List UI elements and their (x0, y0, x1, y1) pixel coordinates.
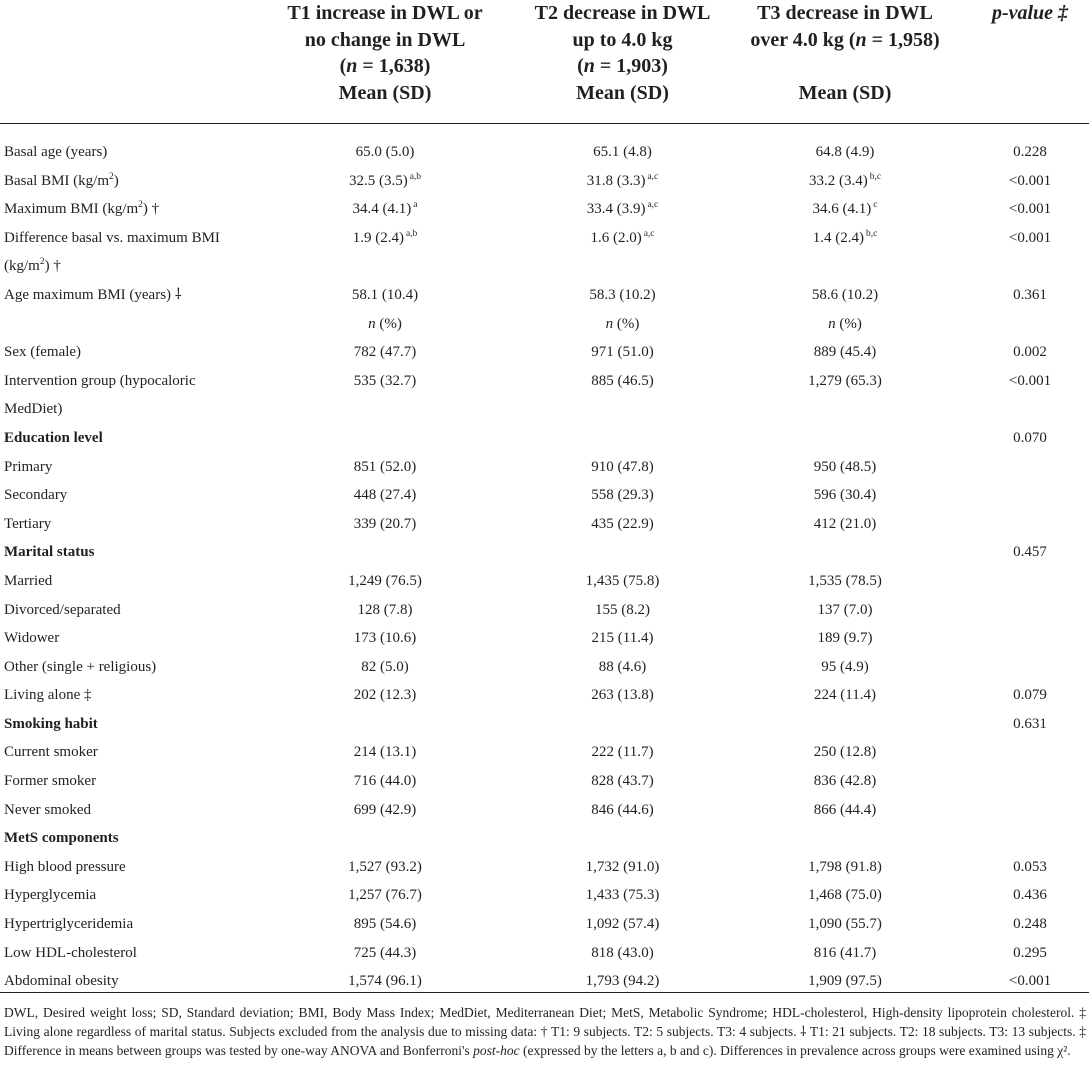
cell-t1 (300, 338, 470, 367)
cell-value: 0.070 (1013, 429, 1047, 446)
table-row (0, 567, 1089, 596)
cell-p (985, 538, 1075, 567)
table-row (0, 910, 1089, 939)
cell-t2 (535, 624, 710, 653)
row-label: Never smoked (4, 801, 92, 818)
cell-value: 31.8 (3.3) (586, 172, 646, 189)
row-label: Other (single + religious) (4, 658, 157, 675)
row-label: High blood pressure (4, 858, 126, 875)
table-row (0, 624, 1089, 653)
cell-t1 (300, 653, 470, 682)
cell-value: 851 (52.0) (353, 458, 417, 475)
footnote-part1: DWL, Desired weight loss; SD, Standard deviation; BMI, Body Mass Index; MedDiet, Mediterranean Diet; MetS, Metabolic Syndrome; HDL-cholesterol, High-density lipoprotein cholesterol. ‡ Living alone regardless of marital status. Subjects excluded from the analysis due to missing data: † T1: 9 subjects. T2: 5 subjects. T3: 4 subjects. ⸸ T1: 21 subjects. T2: 18 subjects. T3: 13 subjects. ‡ Difference in means between groups was tested by one-way ANOVA and Bonferroni's (4, 1005, 1086, 1058)
cell-t2 (535, 853, 710, 882)
header-t2-line: Mean (SD) (576, 81, 669, 104)
cell-value: 137 (7.0) (817, 601, 873, 618)
cell-value: 0.295 (1013, 944, 1047, 961)
cell-p (985, 138, 1075, 167)
cell-t1 (300, 167, 470, 198)
cell-value: 58.3 (10.2) (589, 286, 656, 303)
table-body (0, 138, 1089, 996)
cell-value: 910 (47.8) (591, 458, 654, 475)
cell-t3 (755, 510, 935, 539)
cell-superscript: a,c (647, 171, 659, 182)
cell-value: 971 (51.0) (591, 344, 654, 361)
cell-value: 64.8 (4.9) (815, 144, 875, 160)
cell-value: 33.4 (3.9) (586, 201, 646, 218)
cell-t1 (300, 910, 470, 939)
cell-t2 (535, 596, 710, 625)
header-t3 (735, 0, 955, 106)
cell-t3 (755, 596, 935, 625)
cell-t3 (755, 881, 935, 910)
cell-t2 (535, 453, 710, 482)
row-label: Primary (4, 458, 53, 475)
cell-value: 846 (44.6) (591, 801, 654, 818)
table-row (0, 224, 1089, 281)
cell-t2 (535, 224, 710, 255)
cell-value: 0.436 (1013, 887, 1047, 904)
cell-value: 1,527 (93.2) (348, 858, 422, 875)
cell-t1 (300, 853, 470, 882)
cell-value: 1,574 (96.1) (348, 973, 422, 990)
header-t1-line: T1 increase in DWL or (287, 2, 483, 24)
cell-value: 1,279 (65.3) (808, 372, 882, 389)
cell-value: 0.228 (1013, 144, 1047, 160)
cell-value: 82 (5.0) (361, 658, 409, 675)
cell-value: 828 (43.7) (591, 773, 654, 790)
cell-t1 (300, 510, 470, 539)
row-label: Married (4, 572, 53, 589)
cell-p (985, 939, 1075, 968)
cell-value: 1,468 (75.0) (808, 887, 882, 904)
header-t3-line (735, 53, 955, 80)
cell-value: 535 (32.7) (353, 372, 417, 389)
cell-value: 263 (13.8) (591, 687, 654, 704)
cell-t3 (755, 853, 935, 882)
cell-value: 65.1 (4.8) (593, 144, 652, 160)
table-header (0, 0, 1089, 123)
cell-value: 1,092 (57.4) (585, 916, 660, 933)
cell-value: 1.9 (2.4) (352, 229, 404, 246)
cell-t1 (300, 767, 470, 796)
cell-value: 1,732 (91.0) (585, 858, 660, 875)
cell-value: 0.079 (1013, 687, 1047, 704)
cell-t3 (755, 167, 935, 198)
cell-value: <0.001 (1008, 172, 1052, 189)
cell-value: 0.631 (1013, 715, 1047, 732)
header-t3-line: T3 decrease in DWL (757, 2, 933, 24)
header-t1 (280, 0, 490, 106)
row-label: Divorced/separated (4, 601, 121, 618)
cell-t1 (300, 224, 470, 255)
row-label: Current smoker (4, 744, 98, 761)
cell-t3 (755, 567, 935, 596)
cell-value: 224 (11.4) (814, 687, 876, 704)
cell-t1 (300, 796, 470, 825)
cell-t1 (300, 681, 470, 710)
cell-value: 1,909 (97.5) (808, 973, 882, 990)
header-t2-line: (n = 1,903) (577, 55, 668, 77)
cell-value: 435 (22.9) (591, 515, 654, 532)
row-label: Abdominal obesity (4, 973, 119, 990)
cell-superscript: b,c (869, 171, 882, 182)
cell-t3 (755, 195, 935, 226)
header-rule (0, 123, 1089, 124)
footnote-italic: post-hoc (473, 1043, 520, 1058)
cell-p (985, 910, 1075, 939)
row-label: Tertiary (4, 515, 52, 532)
cell-t1 (300, 596, 470, 625)
table-row (0, 853, 1089, 882)
cell-p (985, 338, 1075, 367)
cell-value: 65.0 (5.0) (355, 144, 415, 160)
cell-t3 (755, 910, 935, 939)
section-row (0, 538, 1089, 567)
cell-t1 (300, 367, 470, 396)
cell-value: 250 (12.8) (813, 744, 877, 761)
cell-t3 (755, 481, 935, 510)
table-row (0, 481, 1089, 510)
cell-value: 716 (44.0) (353, 773, 417, 790)
table-row (0, 167, 1089, 196)
cell-value: 33.2 (3.4) (808, 172, 868, 189)
cell-value: 214 (13.1) (353, 744, 417, 761)
cell-t3 (755, 624, 935, 653)
cell-value: 1,793 (94.2) (585, 973, 660, 990)
cell-value: 173 (10.6) (353, 630, 417, 647)
table-row (0, 681, 1089, 710)
row-label: Maximum BMI $(kg/m^2)$ † (4, 200, 160, 218)
row-label: Intervention group (hypocaloric MedDiet) (4, 372, 196, 418)
footnote-part2: (expressed by the letters a, b and c). Differences in prevalence across groups were examined using χ². (519, 1043, 1071, 1058)
cell-value: 596 (30.4) (813, 487, 877, 504)
cell-value: 448 (27.4) (353, 487, 417, 504)
cell-t3 (755, 310, 935, 339)
cell-t3 (755, 767, 935, 796)
table-row (0, 767, 1089, 796)
cell-t2 (535, 195, 710, 226)
cell-t2 (535, 338, 710, 367)
cell-t3 (755, 367, 935, 396)
cell-value: 818 (43.0) (591, 944, 654, 961)
cell-t2 (535, 796, 710, 825)
cell-value: 1,433 (75.3) (585, 887, 660, 904)
table-row (0, 453, 1089, 482)
cell-t1 (300, 453, 470, 482)
row-label: Age maximum BMI (years) ⸸ (4, 286, 182, 303)
cell-t3 (755, 653, 935, 682)
cell-value: <0.001 (1008, 372, 1052, 389)
cell-value: 0.248 (1013, 916, 1047, 933)
cell-value: 34.4 (4.1) (352, 201, 412, 218)
cell-t3 (755, 281, 935, 310)
cell-value: 0.361 (1013, 286, 1047, 303)
cell-superscript: b,c (865, 228, 878, 239)
cell-value: 885 (46.5) (591, 372, 654, 389)
cell-t3 (755, 138, 935, 167)
cell-t2 (535, 881, 710, 910)
cell-p (985, 710, 1075, 739)
row-label: Living alone ‡ (4, 687, 92, 704)
cell-t1 (300, 624, 470, 653)
cell-p (985, 853, 1075, 882)
cell-t1 (300, 881, 470, 910)
cell-value: 1,535 (78.5) (808, 572, 882, 589)
cell-value: 866 (44.4) (813, 801, 877, 818)
cell-superscript: a,b (409, 171, 422, 182)
cell-superscript: c (873, 200, 878, 211)
cell-value: 215 (11.4) (591, 630, 654, 647)
cell-value: 0.053 (1013, 858, 1047, 875)
cell-value: <0.001 (1008, 229, 1052, 246)
row-label: Difference basal vs. maximum BMI $(kg/m^2)$ † (4, 229, 220, 275)
cell-value: 0.457 (1013, 544, 1047, 561)
header-t3-line: Mean (SD) (798, 81, 892, 104)
cell-t2 (535, 767, 710, 796)
cell-superscript: a,c (647, 200, 659, 211)
header-t1-line: (n = 1,638) (339, 55, 431, 77)
cell-t2 (535, 510, 710, 539)
row-label: Secondary (4, 487, 68, 504)
cell-p (985, 424, 1075, 453)
cell-t1 (300, 195, 470, 226)
cell-value: 34.6 (4.1) (812, 201, 872, 218)
cell-value: 0.002 (1013, 344, 1047, 361)
cell-t1 (300, 310, 470, 339)
cell-t2 (535, 481, 710, 510)
table-row (0, 367, 1089, 424)
cell-p (985, 281, 1075, 310)
header-t3-line: over 4.0 kg (n = 1,958) (750, 28, 940, 51)
cell-t2 (535, 653, 710, 682)
cell-value: 58.6 (10.2) (811, 286, 879, 303)
cell-value: 88 (4.6) (598, 658, 647, 675)
table-footnote (4, 1003, 1086, 1060)
cell-t3 (755, 453, 935, 482)
row-label: MetS components (4, 830, 119, 847)
header-pvalue (980, 0, 1080, 27)
cell-superscript: a,b (405, 228, 418, 239)
cell-t1 (300, 567, 470, 596)
cell-value: 725 (44.3) (353, 944, 417, 961)
header-t2 (515, 0, 730, 106)
cell-value: n (%) (368, 315, 402, 332)
cell-value: <0.001 (1008, 973, 1052, 990)
cell-value: 1,257 (76.7) (348, 887, 422, 904)
cell-value: 816 (41.7) (813, 944, 877, 961)
row-label: Education level (4, 429, 103, 446)
table-row (0, 881, 1089, 910)
cell-p (985, 881, 1075, 910)
section-row (0, 824, 1089, 853)
header-pvalue-label: p-value ‡ (991, 2, 1069, 24)
row-label: Marital status (4, 544, 95, 561)
cell-t2 (535, 681, 710, 710)
cell-value: 1,798 (91.8) (808, 858, 882, 875)
table-row (0, 596, 1089, 625)
table-row (0, 281, 1089, 310)
cell-t1 (300, 738, 470, 767)
cell-value: 1,090 (55.7) (808, 916, 882, 933)
row-label: Hyperglycemia (4, 887, 97, 904)
cell-value: 889 (45.4) (813, 344, 877, 361)
header-t2-line: up to 4.0 kg (572, 28, 673, 51)
table-row (0, 195, 1089, 224)
cell-value: 699 (42.9) (353, 801, 417, 818)
row-label: Widower (4, 630, 60, 647)
row-label: Smoking habit (4, 715, 98, 732)
cell-t2 (535, 138, 710, 167)
cell-t2 (535, 939, 710, 968)
cell-t3 (755, 738, 935, 767)
cell-t2 (535, 367, 710, 396)
cell-value: 782 (47.7) (353, 344, 417, 361)
cell-value: 128 (7.8) (357, 601, 413, 618)
cell-t1 (300, 939, 470, 968)
cell-t2 (535, 910, 710, 939)
cell-t1 (300, 481, 470, 510)
cell-t3 (755, 796, 935, 825)
cell-t2 (535, 567, 710, 596)
row-label: Low HDL-cholesterol (4, 944, 137, 961)
cell-p (985, 195, 1075, 224)
cell-value: 222 (11.7) (591, 744, 654, 761)
cell-t1 (300, 138, 470, 167)
cell-value: <0.001 (1008, 201, 1052, 218)
cell-value: n (%) (828, 315, 862, 332)
cell-t3 (755, 681, 935, 710)
row-label: Basal age (years) (4, 144, 108, 160)
row-label: Basal BMI $(kg/m^2)$ (4, 171, 119, 189)
cell-t3 (755, 939, 935, 968)
cell-value: 836 (42.8) (813, 773, 877, 790)
cell-value: 895 (54.6) (353, 916, 417, 933)
table-row (0, 510, 1089, 539)
table-row (0, 796, 1089, 825)
cell-value: 32.5 (3.5) (348, 172, 408, 189)
cell-value: 1.6 (2.0) (590, 229, 642, 246)
cell-t2 (535, 310, 710, 339)
cell-p (985, 681, 1075, 710)
table-row (0, 138, 1089, 167)
cell-p (985, 167, 1075, 196)
cell-t2 (535, 738, 710, 767)
cell-value: 189 (9.7) (817, 630, 873, 647)
table-row (0, 653, 1089, 682)
cell-t2 (535, 281, 710, 310)
table-row (0, 939, 1089, 968)
table-row (0, 310, 1089, 339)
table-row (0, 338, 1089, 367)
header-t1-line: Mean (SD) (338, 81, 432, 104)
cell-value: 202 (12.3) (353, 687, 417, 704)
section-row (0, 710, 1089, 739)
row-label: Hypertriglyceridemia (4, 916, 134, 933)
cell-value: 58.1 (10.4) (351, 286, 419, 303)
cell-p (985, 367, 1075, 396)
cell-value: 155 (8.2) (595, 601, 650, 618)
cell-superscript: a,c (643, 228, 655, 239)
cell-value: 558 (29.3) (591, 487, 654, 504)
row-label: Former smoker (4, 773, 97, 790)
section-row (0, 424, 1089, 453)
cell-p (985, 224, 1075, 253)
footer-rule (0, 992, 1089, 993)
header-t2-line: T2 decrease in DWL (534, 2, 711, 24)
cell-superscript: a (413, 200, 418, 211)
cell-value: n (%) (605, 315, 640, 332)
cell-value: 1,249 (76.5) (348, 572, 422, 589)
table-row (0, 738, 1089, 767)
cell-value: 339 (20.7) (353, 515, 417, 532)
cell-value: 1,435 (75.8) (585, 572, 660, 589)
cell-t2 (535, 167, 710, 198)
cell-value: 95 (4.9) (821, 658, 869, 675)
cell-t1 (300, 281, 470, 310)
row-label: Sex (female) (4, 344, 82, 361)
cell-value: 950 (48.5) (813, 458, 877, 475)
cell-t3 (755, 338, 935, 367)
cell-t3 (755, 224, 935, 255)
cell-value: 412 (21.0) (813, 515, 877, 532)
header-t1-line: no change in DWL (304, 28, 466, 51)
cell-value: 1.4 (2.4) (812, 229, 864, 246)
